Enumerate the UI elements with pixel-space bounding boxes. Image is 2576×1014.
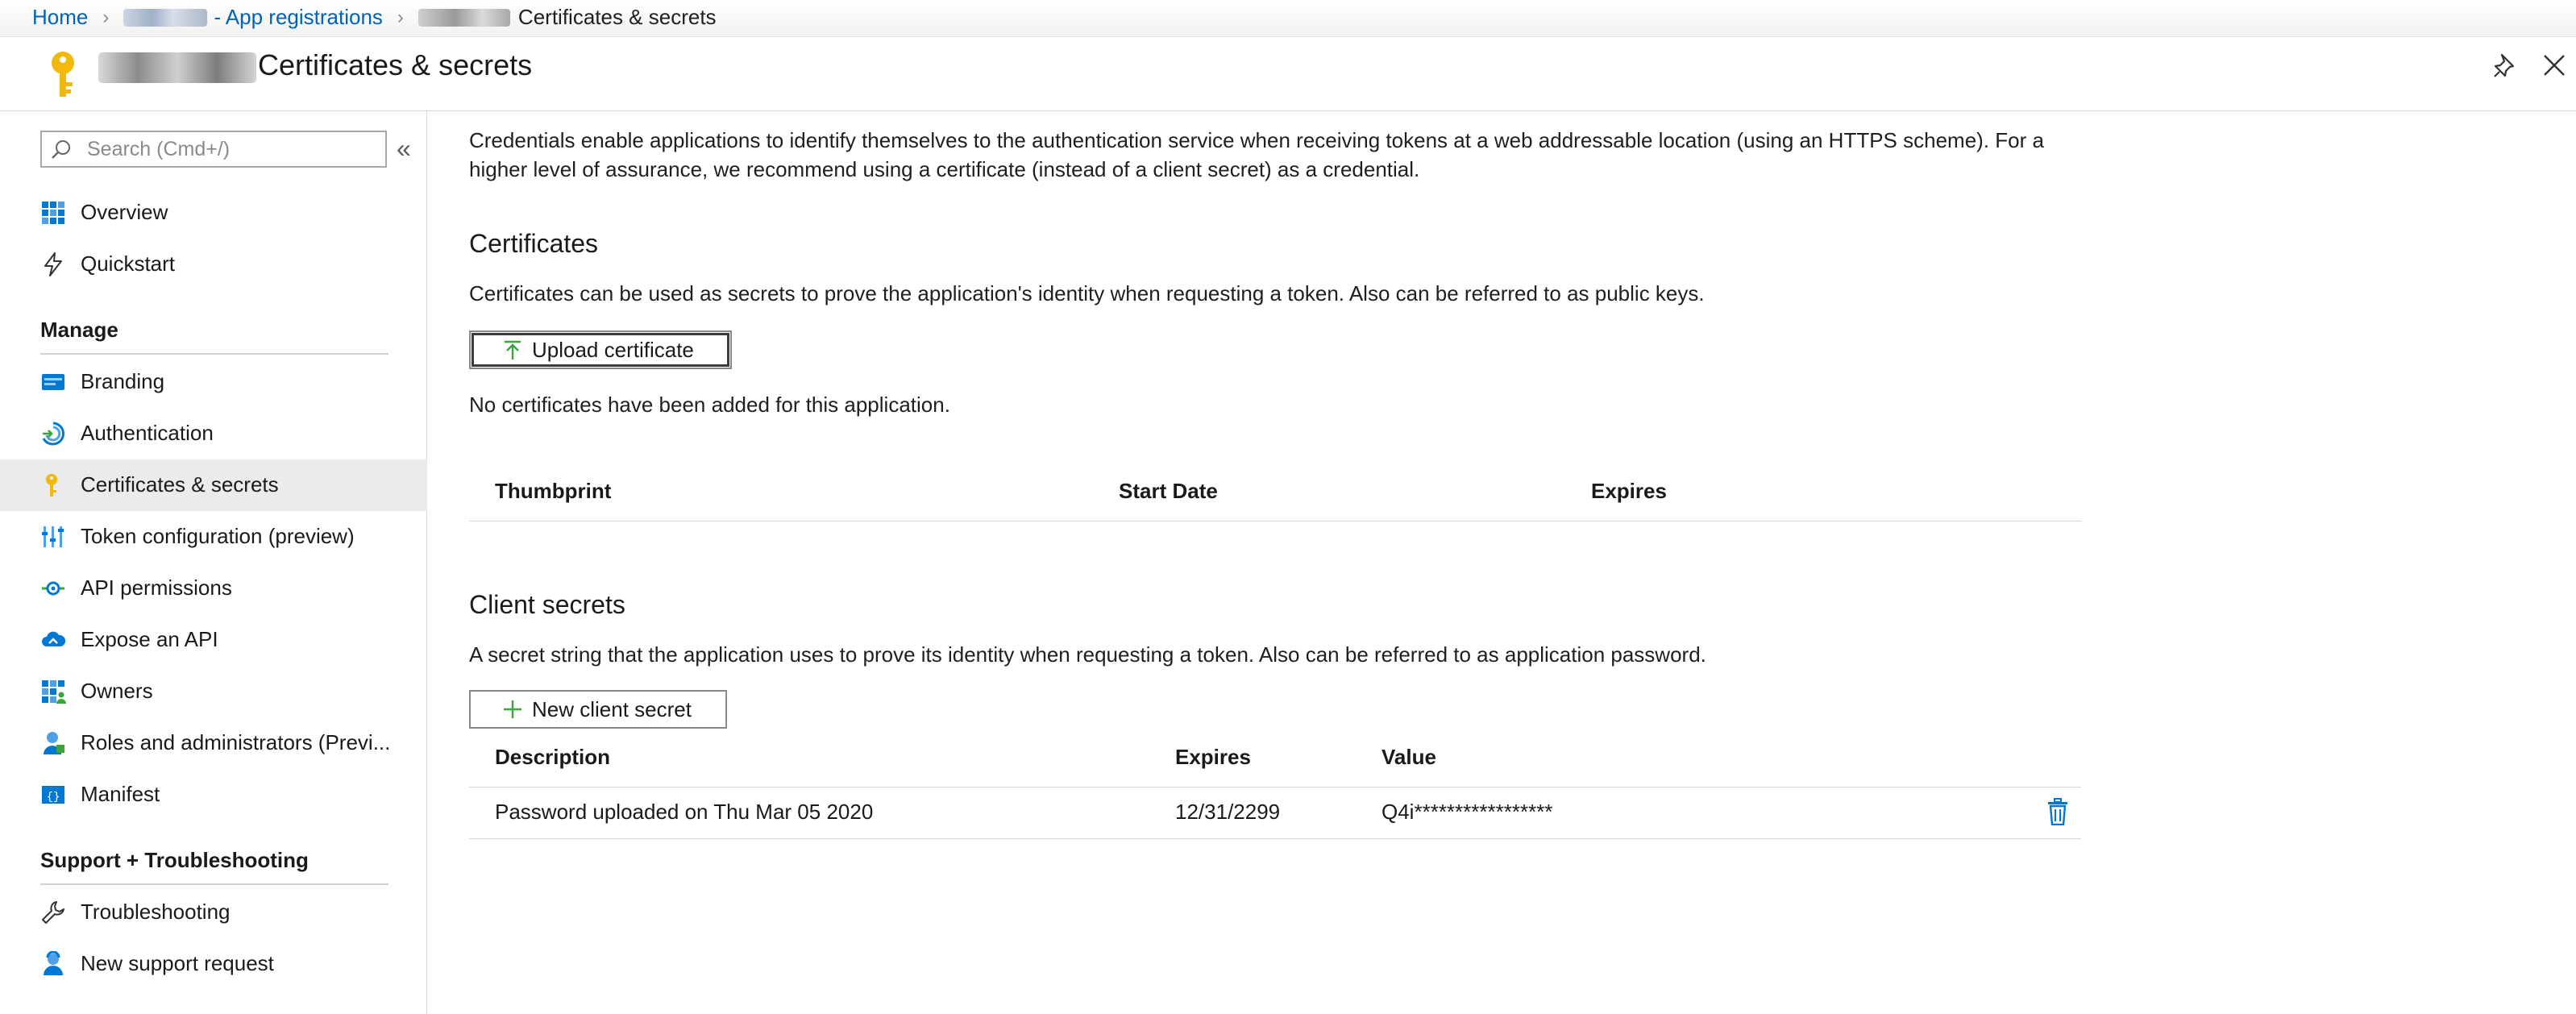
sidebar-item-quickstart[interactable]: [0, 239, 427, 290]
sidebar-item-troubleshooting[interactable]: [0, 887, 427, 938]
chevron-right-icon: ›: [102, 6, 110, 28]
redacted-app-name[interactable]: [418, 9, 510, 27]
column-header-expires[interactable]: Expires: [1591, 479, 1667, 503]
close-icon[interactable]: [2541, 52, 2568, 79]
sidebar-item-new-support-request[interactable]: [0, 938, 427, 990]
breadcrumb-app-registrations[interactable]: - App registrations: [214, 5, 383, 29]
grid-icon: [40, 200, 66, 226]
certificates-description: Certificates can be used as secrets to prove the application's identity when requesting a token. Also can be referred to as public keys.: [469, 281, 1705, 305]
sidebar-item-label: Roles and administrators (Previ...: [81, 730, 391, 754]
blade-header: [0, 37, 2576, 111]
sidebar-item-label: Quickstart: [81, 251, 176, 276]
redacted-tenant-name[interactable]: [123, 9, 207, 27]
chevron-right-icon: ›: [397, 6, 404, 28]
sidebar-item-label: Certificates & secrets: [81, 472, 279, 497]
secret-expires: 12/31/2299: [1175, 800, 1281, 824]
wrench-icon: [40, 900, 66, 925]
sidebar-item-expose-api[interactable]: [0, 614, 427, 666]
search-icon: [50, 139, 73, 161]
intro-text-line-1: Credentials enable applications to identify themselves to the authentication service when receiving tokens at a web addressable location (using an HTTPS scheme). For a: [469, 128, 2044, 152]
redacted-app-name: [98, 52, 256, 83]
sidebar-item-label: Overview: [81, 200, 168, 224]
api-permissions-icon: [40, 576, 66, 601]
column-header-thumbprint[interactable]: Thumbprint: [495, 479, 612, 503]
token-icon: [40, 524, 66, 550]
client-secrets-description: A secret string that the application uses to prove its identity when requesting a token. Also can be referred to as application password.: [469, 642, 1706, 667]
collapse-sidebar-button[interactable]: «: [397, 134, 411, 163]
sidebar-item-label: API permissions: [81, 576, 232, 600]
divider: [469, 521, 2081, 522]
upload-icon: [501, 339, 524, 361]
intro-text-line-2: higher level of assurance, we recommend using a certificate (instead of a client secret) as a credential.: [469, 157, 1420, 181]
new-client-secret-label: New client secret: [532, 696, 692, 721]
pin-icon[interactable]: [2492, 52, 2520, 79]
sidebar-item-label: Token configuration (preview): [81, 524, 355, 548]
owners-icon: [40, 679, 66, 704]
divider: [469, 838, 2081, 839]
top-bar: [0, 0, 2576, 37]
svg-text:{}: {}: [46, 791, 60, 804]
breadcrumb: [32, 5, 717, 30]
authentication-icon: [40, 421, 66, 447]
secret-description: Password uploaded on Thu Mar 05 2020: [495, 800, 874, 824]
sidebar-item-label: Manifest: [81, 782, 160, 806]
branding-icon: [40, 369, 66, 395]
divider: [40, 353, 388, 355]
sidebar-item-roles-administrators[interactable]: [0, 717, 427, 769]
key-icon: [45, 50, 81, 102]
sidebar-item-label: Authentication: [81, 421, 214, 445]
sidebar-item-certificates-secrets[interactable]: [0, 459, 427, 511]
sidebar-item-label: New support request: [81, 951, 274, 975]
search-box: [40, 131, 387, 168]
column-header-value[interactable]: Value: [1381, 745, 1436, 769]
no-certificates-message: No certificates have been added for this application.: [469, 393, 950, 417]
upload-certificate-label: Upload certificate: [532, 337, 694, 362]
search-input[interactable]: [87, 135, 377, 163]
sidebar-item-branding[interactable]: [0, 356, 427, 408]
sidebar-item-label: Owners: [81, 679, 153, 703]
lightning-icon: [40, 251, 66, 277]
sidebar-item-authentication[interactable]: [0, 408, 427, 459]
manage-heading: Manage: [40, 318, 118, 342]
upload-certificate-button[interactable]: [469, 330, 732, 369]
key-icon: [40, 472, 66, 498]
new-client-secret-button[interactable]: [469, 690, 727, 729]
sidebar: [0, 111, 427, 1014]
page-title: Certificates & secrets: [258, 48, 533, 81]
divider: [40, 883, 388, 885]
client-secrets-heading: Client secrets: [469, 590, 625, 619]
sidebar-item-api-permissions[interactable]: [0, 563, 427, 614]
delete-icon[interactable]: [2046, 798, 2070, 825]
support-person-icon: [40, 951, 66, 977]
support-heading: Support + Troubleshooting: [40, 848, 309, 872]
secret-value: Q4i*****************: [1381, 800, 1553, 824]
column-header-expires[interactable]: Expires: [1175, 745, 1251, 769]
sidebar-item-label: Branding: [81, 369, 165, 393]
roles-icon: [40, 730, 66, 756]
divider: [469, 787, 2081, 788]
column-header-start-date[interactable]: Start Date: [1119, 479, 1218, 503]
sidebar-item-token-configuration[interactable]: [0, 511, 427, 563]
certificates-heading: Certificates: [469, 229, 599, 258]
column-header-description[interactable]: Description: [495, 745, 611, 769]
breadcrumb-current: Certificates & secrets: [517, 5, 717, 29]
sidebar-item-manifest[interactable]: [0, 769, 427, 821]
manifest-icon: [40, 782, 66, 808]
plus-icon: [501, 698, 524, 721]
cloud-icon: [40, 627, 66, 653]
breadcrumb-home[interactable]: Home: [32, 5, 89, 29]
sidebar-item-label: Troubleshooting: [81, 900, 231, 924]
sidebar-item-overview[interactable]: [0, 187, 427, 239]
sidebar-item-label: Expose an API: [81, 627, 218, 651]
sidebar-item-owners[interactable]: [0, 666, 427, 717]
